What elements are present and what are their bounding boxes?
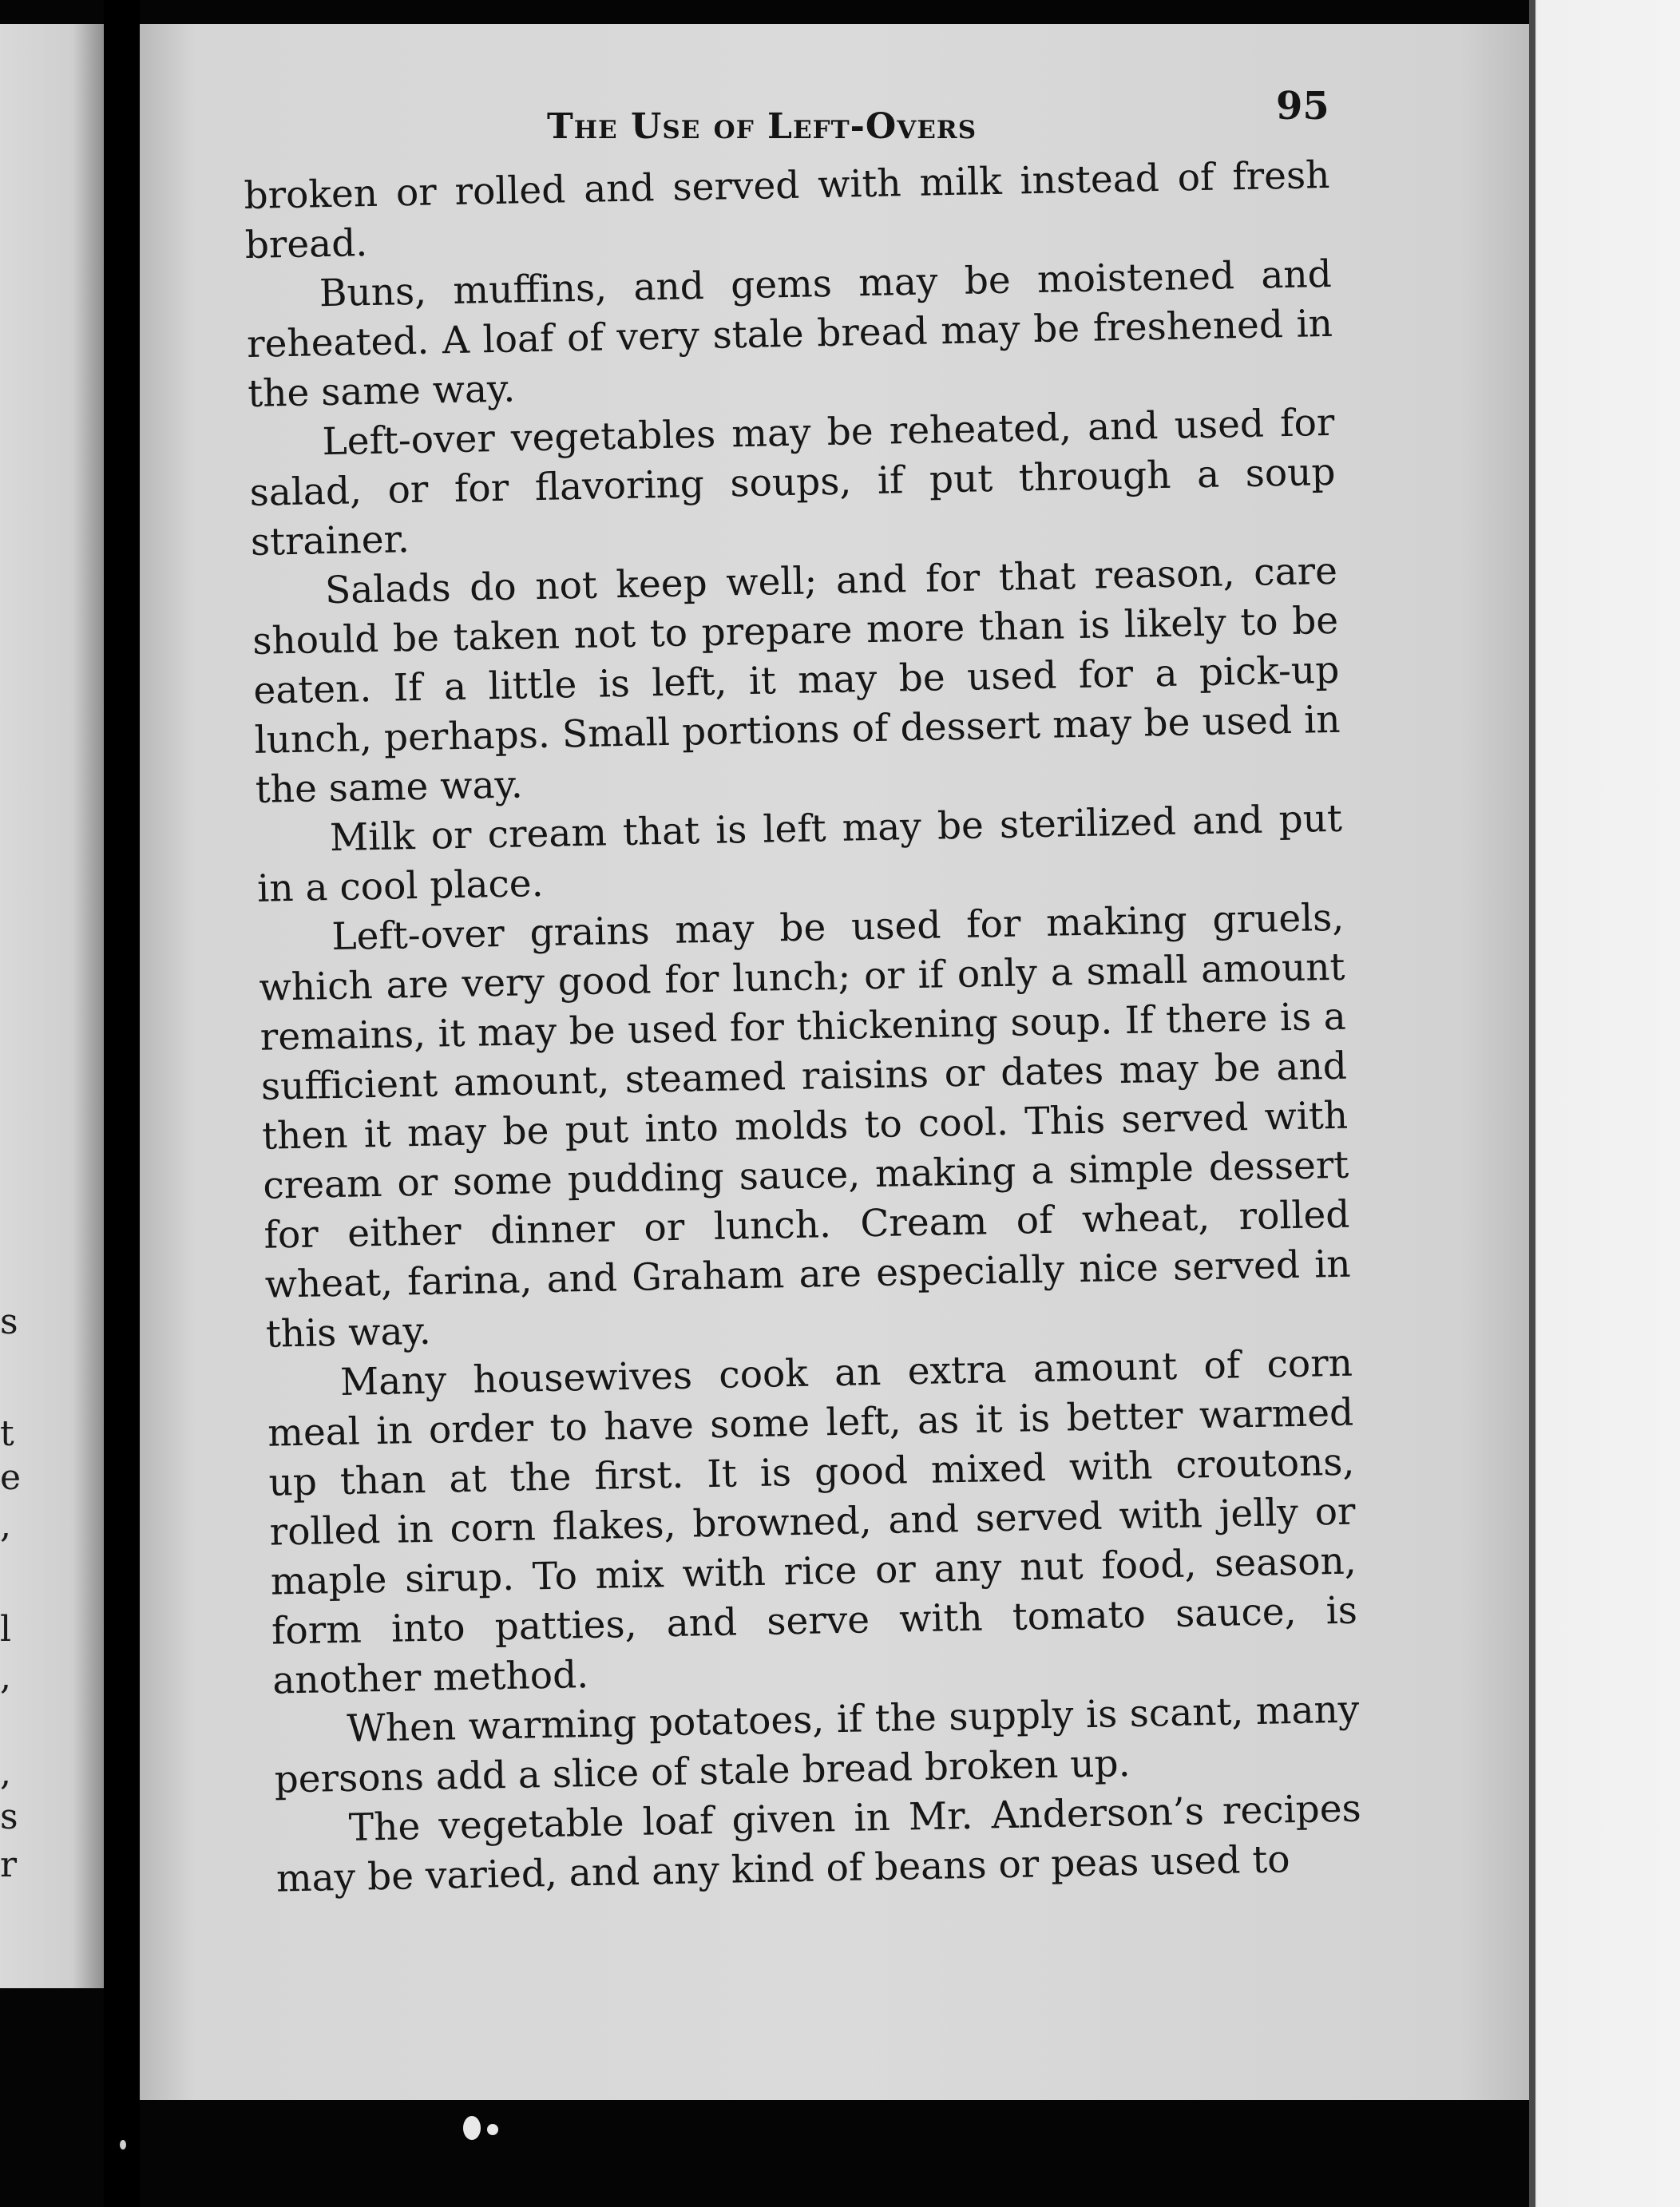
facing-page-fragment: s	[0, 1302, 18, 1342]
paragraph: Left-over grains may be used for making gruels, which are very good for lunch; or if only a small amount remains, it may be used for thickening soup. If there is a sufficient amount, steamed raisins or dates may be and then it may be put into molds to cool. This served with cream or some pudding sauce, making a simple dessert for either dinner or lunch. Cream of wheat, rolled wheat, farina, and Graham are especially nice served in this way.	[259, 895, 1352, 1357]
facing-page-fragment: r	[0, 1844, 18, 1885]
paragraph: Many housewives cook an extra amount of corn meal in order to have some left, as it is better warmed up than at the first. It is good mixed with croutons, rolled in corn flakes, browned, and served with jelly or maple sirup. To mix with rice or any nut food, season, form into patties, and serve with tomato sauce, is another method.	[267, 1341, 1358, 1703]
page-number: 95	[1276, 84, 1329, 129]
paragraph: Buns, muffins, and gems may be moistened and reheated. A loaf of very stale bread may be freshened in the same way.	[246, 252, 1333, 416]
body-text	[244, 151, 1362, 1904]
scan-margin	[1529, 0, 1680, 2207]
paragraph: Left-over vegetables may be reheated, and used for salad, or for flavoring soups, if put through a soup strainer.	[249, 400, 1337, 565]
scan-speck	[463, 2116, 481, 2140]
facing-page-edge	[0, 24, 104, 1988]
running-head: The Use of Left-Overs	[547, 106, 977, 147]
paragraph: The vegetable loaf given in Mr. Anderson’s recipes may be varied, and any kind of beans or peas used to	[275, 1786, 1362, 1901]
paragraph: broken or rolled and served with milk instead of fresh bread.	[244, 153, 1330, 267]
paragraph: When warming potatoes, if the supply is scant, many persons add a slice of stale bread broken up.	[274, 1687, 1360, 1802]
facing-page-fragment: s	[0, 1797, 18, 1837]
book-gutter	[104, 0, 140, 2207]
paragraph: Salads do not keep well; and for that reason, care should be taken not to prepare more than is likely to be eaten. If a little is left, it may be used for a pick-up lunch, perhaps. Small portions of dessert may be used in the same way.	[252, 549, 1341, 812]
facing-page-fragment: e	[0, 1457, 22, 1498]
facing-page-fragment: t	[0, 1413, 14, 1454]
page-header	[383, 84, 1357, 156]
scan-speck	[120, 2140, 126, 2150]
facing-page-fragment: ,	[0, 1753, 11, 1793]
facing-page-fragment: ,	[0, 1505, 11, 1546]
paragraph: Milk or cream that is left may be sterilized and put in a cool place.	[256, 796, 1343, 911]
scan-speck	[487, 2124, 498, 2135]
facing-page-fragment: l	[0, 1609, 12, 1650]
page-edge-shadow	[1529, 0, 1535, 2207]
facing-page-fragment: ,	[0, 1657, 11, 1698]
